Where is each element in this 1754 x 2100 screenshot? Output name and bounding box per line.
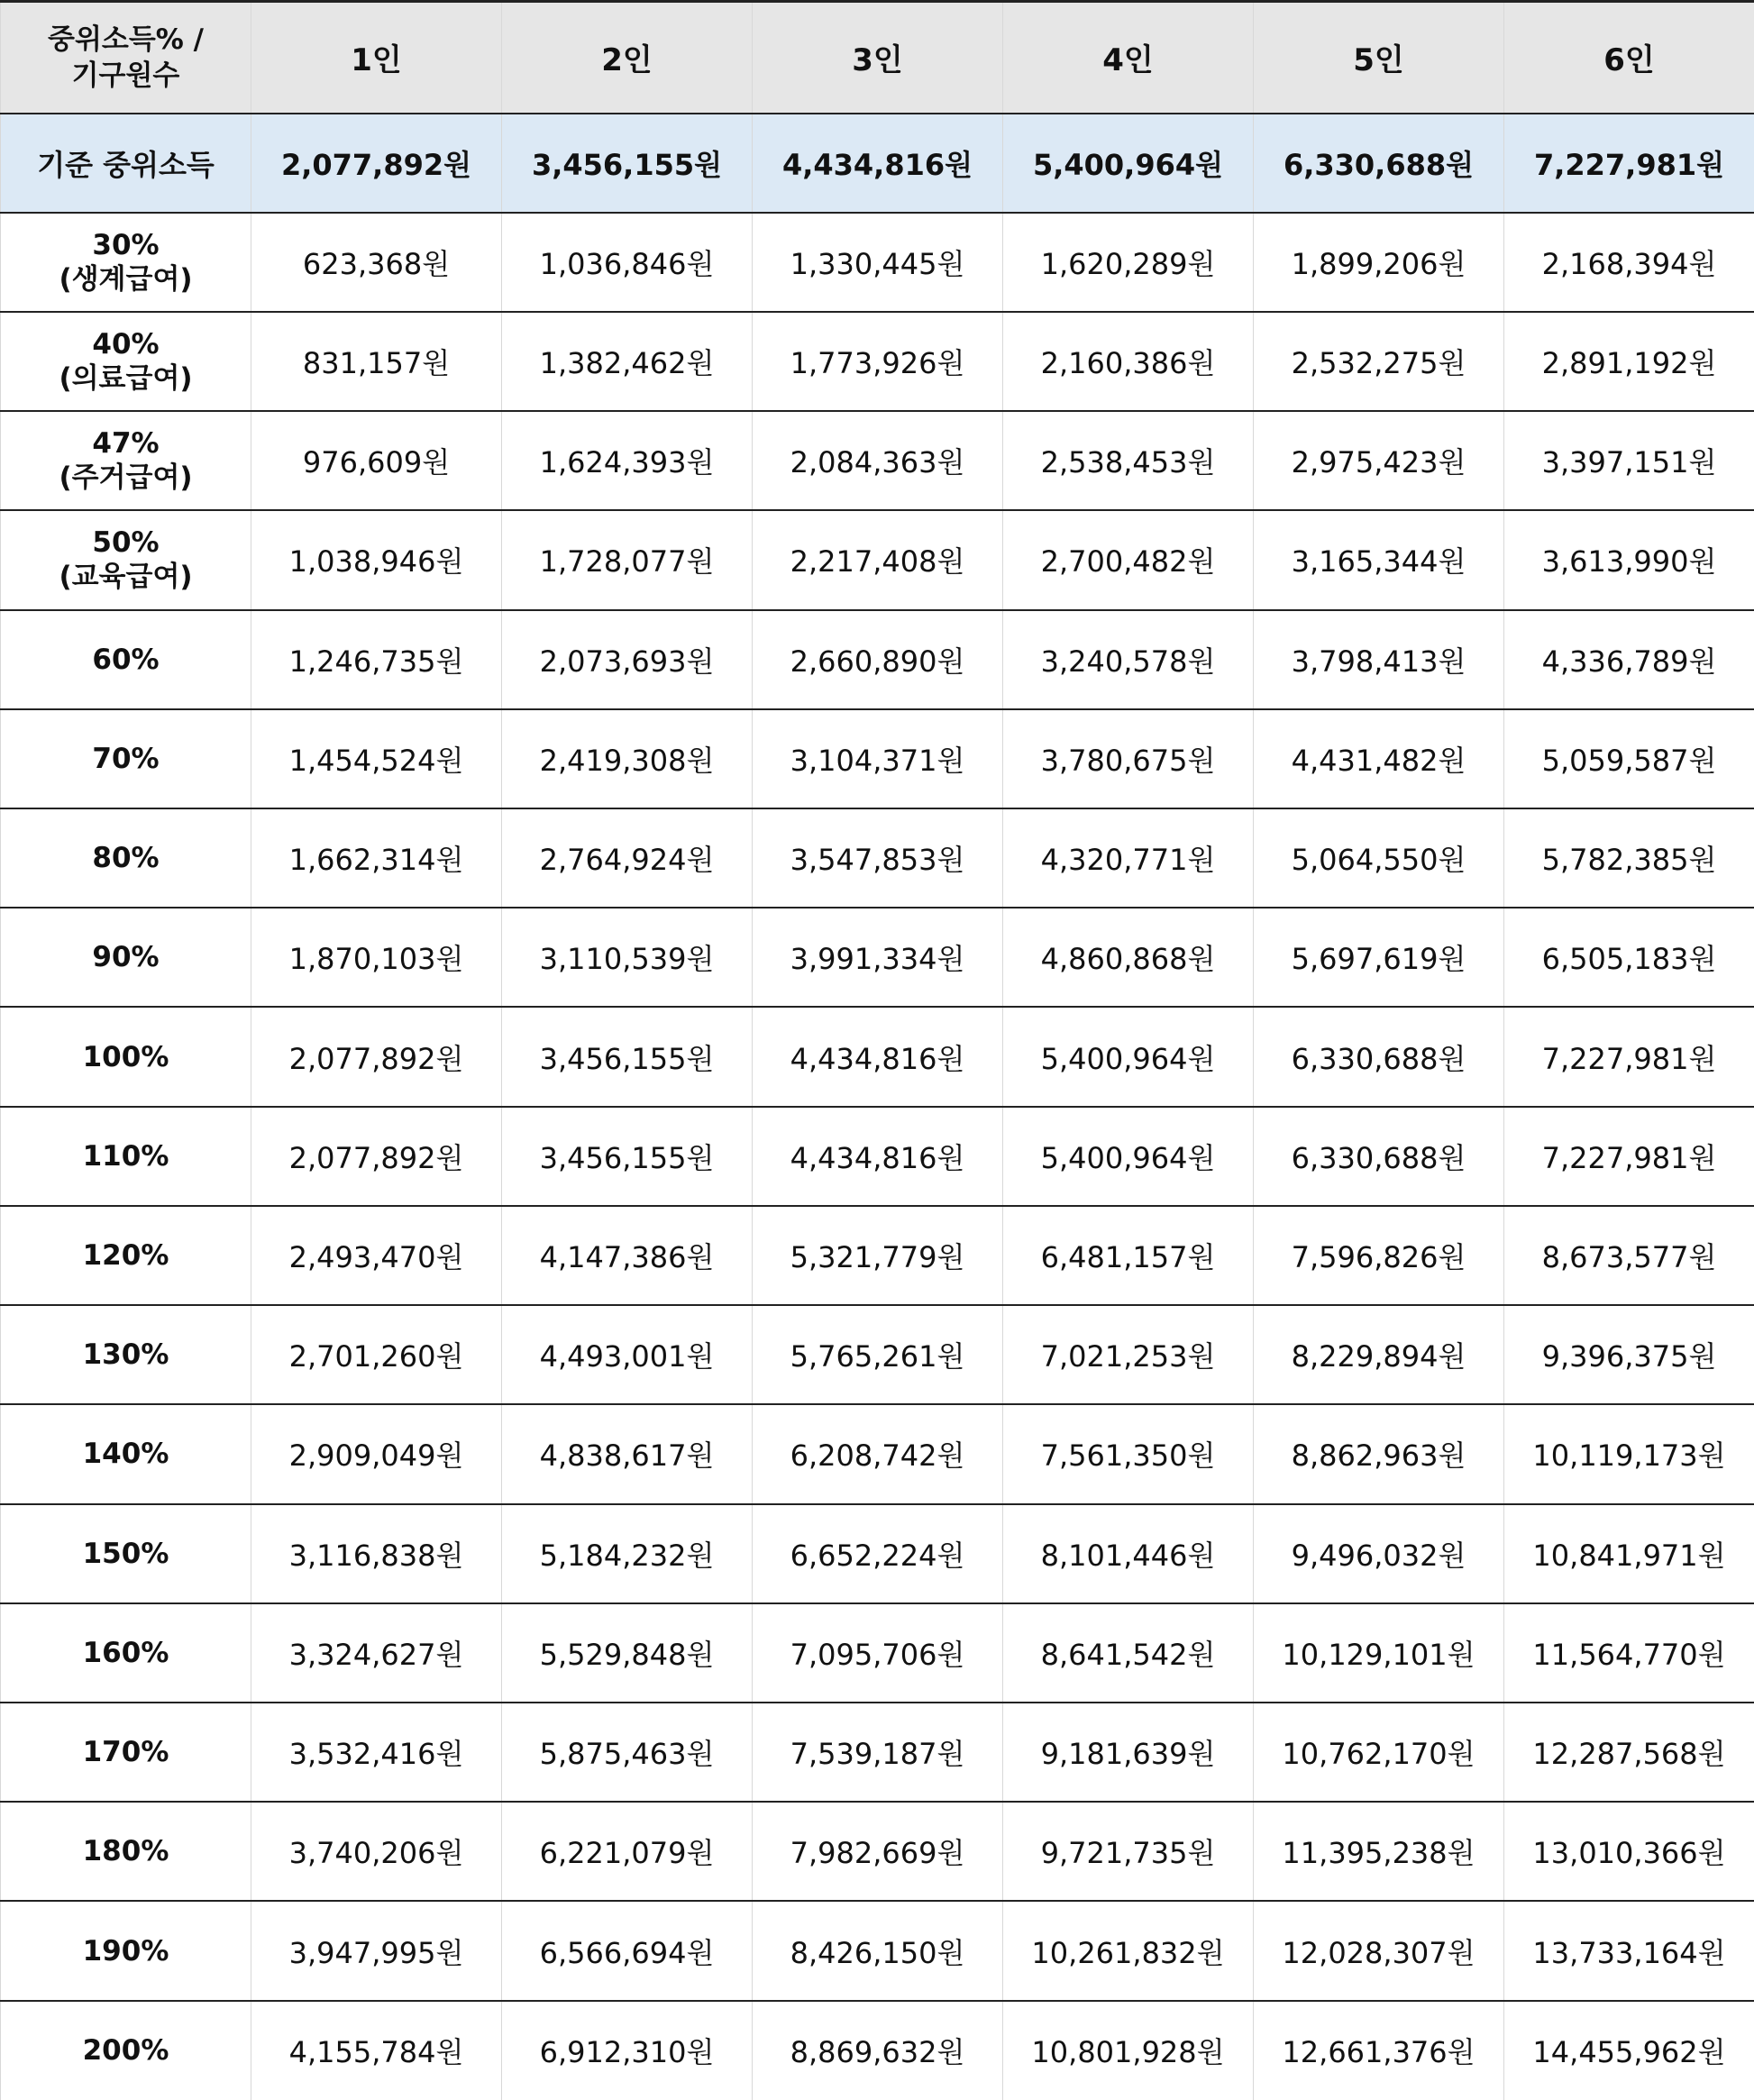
row-percent: 190% <box>82 1934 169 1968</box>
base-row-value: 4,434,816원 <box>753 114 1003 213</box>
income-cell: 9,721,735원 <box>1003 1802 1254 1901</box>
row-benefit-type: (주거급여) <box>59 461 193 495</box>
income-cell: 12,028,307원 <box>1254 1901 1504 2000</box>
income-cell: 1,899,206원 <box>1254 213 1504 312</box>
income-cell: 10,762,170원 <box>1254 1703 1504 1802</box>
income-cell: 3,613,990원 <box>1504 510 1754 609</box>
income-cell: 1,382,462원 <box>502 312 753 411</box>
income-cell: 2,701,260원 <box>251 1305 502 1404</box>
income-cell: 3,324,627원 <box>251 1603 502 1703</box>
income-cell: 1,036,846원 <box>502 213 753 312</box>
income-cell: 1,454,524원 <box>251 709 502 808</box>
income-cell: 14,455,962원 <box>1504 2001 1754 2100</box>
income-cell: 8,229,894원 <box>1254 1305 1504 1404</box>
income-cell: 5,529,848원 <box>502 1603 753 1703</box>
income-cell: 1,620,289원 <box>1003 213 1254 312</box>
income-cell: 4,838,617원 <box>502 1404 753 1503</box>
income-cell: 4,860,868원 <box>1003 908 1254 1007</box>
income-cell: 7,561,350원 <box>1003 1404 1254 1503</box>
income-cell: 8,641,542원 <box>1003 1603 1254 1703</box>
row-percent: 70% <box>92 742 160 775</box>
income-cell: 4,493,001원 <box>502 1305 753 1404</box>
income-cell: 3,104,371원 <box>753 709 1003 808</box>
row-percent: 170% <box>82 1736 169 1769</box>
income-cell: 2,077,892원 <box>251 1007 502 1106</box>
table-row <box>1 1504 1754 1603</box>
row-percent-label <box>1 709 251 808</box>
row-percent-label <box>1 808 251 908</box>
table-row <box>1 2001 1754 2100</box>
income-cell: 6,912,310원 <box>502 2001 753 2100</box>
row-percent: 150% <box>82 1537 169 1570</box>
income-cell: 8,869,632원 <box>753 2001 1003 2100</box>
income-cell: 2,419,308원 <box>502 709 753 808</box>
income-cell: 8,862,963원 <box>1254 1404 1504 1503</box>
header-household-6: 6인 <box>1504 2 1754 114</box>
income-cell: 1,038,946원 <box>251 510 502 609</box>
table-row <box>1 510 1754 609</box>
income-cell: 8,673,577원 <box>1504 1206 1754 1305</box>
income-cell: 9,496,032원 <box>1254 1504 1504 1603</box>
row-percent: 40% <box>92 328 160 361</box>
row-percent-label <box>1 1107 251 1206</box>
income-cell: 5,400,964원 <box>1003 1107 1254 1206</box>
base-median-income-row <box>1 114 1754 213</box>
table-row <box>1 1802 1754 1901</box>
row-percent-label <box>1 1404 251 1503</box>
table-header <box>1 2 1754 114</box>
income-cell: 3,116,838원 <box>251 1504 502 1603</box>
income-cell: 4,147,386원 <box>502 1206 753 1305</box>
income-cell: 2,168,394원 <box>1504 213 1754 312</box>
income-cell: 10,129,101원 <box>1254 1603 1504 1703</box>
income-cell: 5,321,779원 <box>753 1206 1003 1305</box>
row-percent: 47% <box>92 427 160 461</box>
row-percent: 180% <box>82 1835 169 1868</box>
income-cell: 831,157원 <box>251 312 502 411</box>
income-cell: 5,765,261원 <box>753 1305 1003 1404</box>
row-benefit-type: (교육급여) <box>59 561 193 594</box>
row-percent: 200% <box>82 2034 169 2068</box>
income-cell: 5,400,964원 <box>1003 1007 1254 1106</box>
row-percent-label <box>1 1802 251 1901</box>
table-row <box>1 908 1754 1007</box>
income-cell: 2,077,892원 <box>251 1107 502 1206</box>
income-cell: 10,801,928원 <box>1003 2001 1254 2100</box>
row-percent: 80% <box>92 842 160 875</box>
income-cell: 3,110,539원 <box>502 908 753 1007</box>
row-percent: 110% <box>82 1139 169 1173</box>
row-percent: 90% <box>92 941 160 974</box>
income-cell: 2,891,192원 <box>1504 312 1754 411</box>
income-cell: 5,875,463원 <box>502 1703 753 1802</box>
income-cell: 6,208,742원 <box>753 1404 1003 1503</box>
row-percent-label <box>1 1305 251 1404</box>
row-percent-label <box>1 1007 251 1106</box>
row-percent-label <box>1 610 251 709</box>
income-cell: 4,320,771원 <box>1003 808 1254 908</box>
row-percent: 130% <box>82 1338 169 1372</box>
table-body <box>1 114 1754 2100</box>
table-row <box>1 1007 1754 1106</box>
income-cell: 13,733,164원 <box>1504 1901 1754 2000</box>
income-cell: 10,841,971원 <box>1504 1504 1754 1603</box>
row-percent-label <box>1 908 251 1007</box>
table-row <box>1 808 1754 908</box>
income-cell: 2,160,386원 <box>1003 312 1254 411</box>
table-row <box>1 709 1754 808</box>
header-household-2: 2인 <box>502 2 753 114</box>
header-household-5: 5인 <box>1254 2 1504 114</box>
row-percent-label <box>1 1703 251 1802</box>
row-percent: 30% <box>92 228 160 261</box>
row-percent: 50% <box>92 526 160 560</box>
income-cell: 3,240,578원 <box>1003 610 1254 709</box>
income-cell: 3,798,413원 <box>1254 610 1504 709</box>
table-row <box>1 1603 1754 1703</box>
income-cell: 1,870,103원 <box>251 908 502 1007</box>
income-cell: 4,155,784원 <box>251 2001 502 2100</box>
income-cell: 2,493,470원 <box>251 1206 502 1305</box>
income-cell: 6,566,694원 <box>502 1901 753 2000</box>
income-cell: 7,227,981원 <box>1504 1007 1754 1106</box>
income-cell: 4,434,816원 <box>753 1007 1003 1106</box>
income-cell: 13,010,366원 <box>1504 1802 1754 1901</box>
header-corner-line2: 기구원수 <box>71 59 180 92</box>
income-cell: 2,532,275원 <box>1254 312 1504 411</box>
row-benefit-type: (생계급여) <box>59 262 193 296</box>
table-row <box>1 1107 1754 1206</box>
row-percent-label <box>1 1603 251 1703</box>
income-cell: 1,662,314원 <box>251 808 502 908</box>
row-percent: 160% <box>82 1636 169 1669</box>
income-cell: 2,975,423원 <box>1254 411 1504 510</box>
income-cell: 7,539,187원 <box>753 1703 1003 1802</box>
income-cell: 6,652,224원 <box>753 1504 1003 1603</box>
income-cell: 12,287,568원 <box>1504 1703 1754 1802</box>
income-cell: 6,221,079원 <box>502 1802 753 1901</box>
row-percent-label <box>1 510 251 609</box>
table-row <box>1 312 1754 411</box>
income-cell: 9,181,639원 <box>1003 1703 1254 1802</box>
income-cell: 6,330,688원 <box>1254 1007 1504 1106</box>
row-percent-label <box>1 1504 251 1603</box>
table-row <box>1 610 1754 709</box>
income-cell: 3,397,151원 <box>1504 411 1754 510</box>
income-cell: 3,740,206원 <box>251 1802 502 1901</box>
row-percent: 120% <box>82 1239 169 1273</box>
base-row-label: 기준 중위소득 <box>1 114 251 213</box>
income-cell: 2,909,049원 <box>251 1404 502 1503</box>
base-row-value: 5,400,964원 <box>1003 114 1254 213</box>
table-row <box>1 411 1754 510</box>
income-cell: 1,728,077원 <box>502 510 753 609</box>
income-cell: 3,532,416원 <box>251 1703 502 1802</box>
income-cell: 7,982,669원 <box>753 1802 1003 1901</box>
income-cell: 11,395,238원 <box>1254 1802 1504 1901</box>
income-cell: 4,434,816원 <box>753 1107 1003 1206</box>
income-cell: 2,660,890원 <box>753 610 1003 709</box>
row-percent: 60% <box>92 643 160 676</box>
income-cell: 7,227,981원 <box>1504 1107 1754 1206</box>
header-household-1: 1인 <box>251 2 502 114</box>
row-percent-label <box>1 312 251 411</box>
income-cell: 9,396,375원 <box>1504 1305 1754 1404</box>
income-cell: 3,456,155원 <box>502 1107 753 1206</box>
income-cell: 3,456,155원 <box>502 1007 753 1106</box>
base-row-value: 7,227,981원 <box>1504 114 1754 213</box>
income-cell: 10,119,173원 <box>1504 1404 1754 1503</box>
income-cell: 2,538,453원 <box>1003 411 1254 510</box>
income-cell: 6,505,183원 <box>1504 908 1754 1007</box>
income-cell: 5,064,550원 <box>1254 808 1504 908</box>
base-row-value: 6,330,688원 <box>1254 114 1504 213</box>
income-cell: 8,101,446원 <box>1003 1504 1254 1603</box>
income-cell: 1,624,393원 <box>502 411 753 510</box>
row-percent-label <box>1 1901 251 2000</box>
header-household-4: 4인 <box>1003 2 1254 114</box>
table-row <box>1 1901 1754 2000</box>
row-percent-label <box>1 2001 251 2100</box>
income-cell: 11,564,770원 <box>1504 1603 1754 1703</box>
income-cell: 4,336,789원 <box>1504 610 1754 709</box>
income-cell: 7,095,706원 <box>753 1603 1003 1703</box>
income-cell: 4,431,482원 <box>1254 709 1504 808</box>
income-cell: 976,609원 <box>251 411 502 510</box>
income-cell: 5,782,385원 <box>1504 808 1754 908</box>
income-cell: 5,184,232원 <box>502 1504 753 1603</box>
income-cell: 8,426,150원 <box>753 1901 1003 2000</box>
income-cell: 5,697,619원 <box>1254 908 1504 1007</box>
income-cell: 1,773,926원 <box>753 312 1003 411</box>
income-cell: 7,021,253원 <box>1003 1305 1254 1404</box>
table-row <box>1 1206 1754 1305</box>
income-cell: 6,481,157원 <box>1003 1206 1254 1305</box>
income-cell: 6,330,688원 <box>1254 1107 1504 1206</box>
base-row-value: 3,456,155원 <box>502 114 753 213</box>
income-cell: 2,764,924원 <box>502 808 753 908</box>
header-row <box>1 2 1754 114</box>
income-cell: 2,084,363원 <box>753 411 1003 510</box>
header-corner-line1: 중위소득% / <box>48 23 204 56</box>
row-percent: 100% <box>82 1040 169 1073</box>
income-cell: 2,217,408원 <box>753 510 1003 609</box>
income-cell: 5,059,587원 <box>1504 709 1754 808</box>
table-row <box>1 1305 1754 1404</box>
base-row-value: 2,077,892원 <box>251 114 502 213</box>
table-row <box>1 213 1754 312</box>
row-percent-label <box>1 213 251 312</box>
income-cell: 3,780,675원 <box>1003 709 1254 808</box>
income-cell: 1,246,735원 <box>251 610 502 709</box>
income-cell: 2,073,693원 <box>502 610 753 709</box>
income-cell: 1,330,445원 <box>753 213 1003 312</box>
table-row <box>1 1404 1754 1503</box>
row-percent: 140% <box>82 1438 169 1471</box>
income-cell: 3,947,995원 <box>251 1901 502 2000</box>
row-percent-label <box>1 411 251 510</box>
table-row <box>1 1703 1754 1802</box>
row-benefit-type: (의료급여) <box>59 362 193 396</box>
income-cell: 2,700,482원 <box>1003 510 1254 609</box>
income-cell: 12,661,376원 <box>1254 2001 1504 2100</box>
header-corner-cell <box>1 2 251 114</box>
income-cell: 7,596,826원 <box>1254 1206 1504 1305</box>
income-cell: 3,991,334원 <box>753 908 1003 1007</box>
income-cell: 10,261,832원 <box>1003 1901 1254 2000</box>
income-cell: 3,547,853원 <box>753 808 1003 908</box>
income-cell: 623,368원 <box>251 213 502 312</box>
income-cell: 3,165,344원 <box>1254 510 1504 609</box>
header-household-3: 3인 <box>753 2 1003 114</box>
row-percent-label <box>1 1206 251 1305</box>
